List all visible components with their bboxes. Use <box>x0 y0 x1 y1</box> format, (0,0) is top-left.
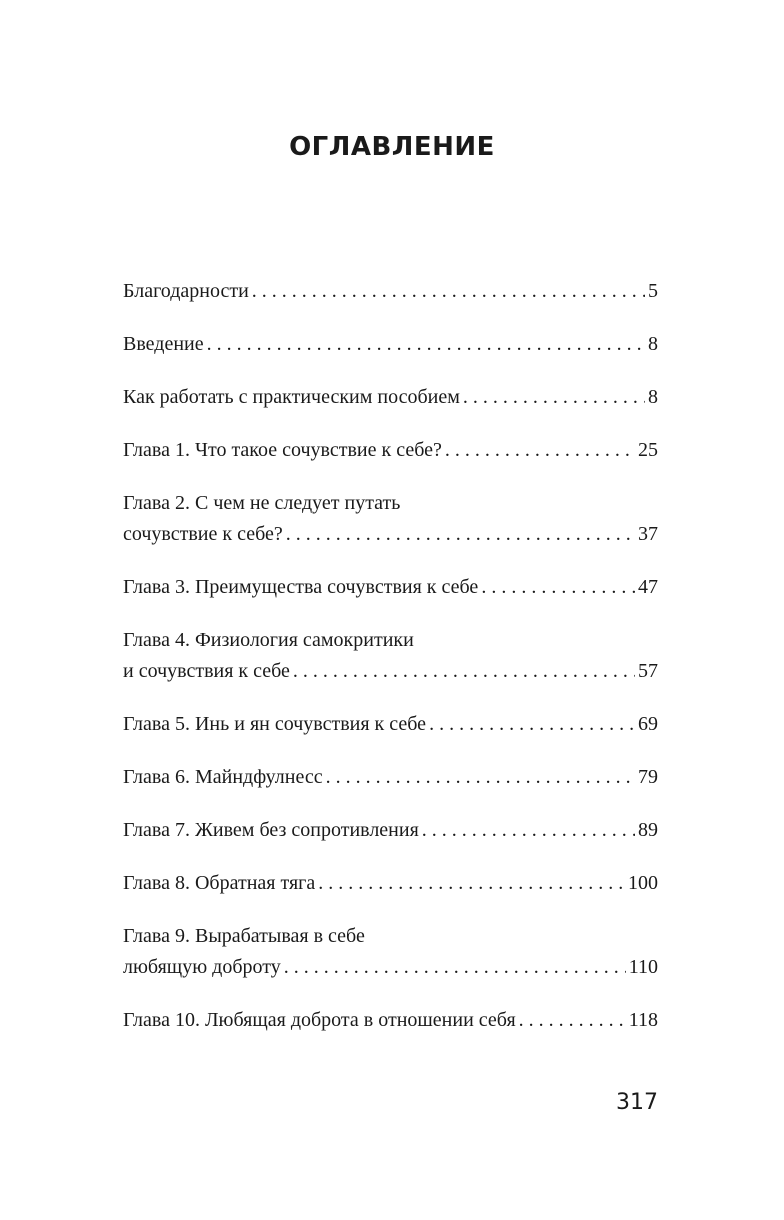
toc-heading: ОГЛАВЛЕНИЕ <box>289 132 495 162</box>
toc-entry-row <box>123 519 658 550</box>
toc-entry-title-line: Глава 5. Инь и ян сочувствия к себе <box>123 713 427 735</box>
toc-entry <box>123 435 658 466</box>
toc-entry-row <box>123 868 658 899</box>
toc-entry-row <box>123 709 658 740</box>
dot-leader <box>481 572 635 603</box>
toc-entry <box>123 488 658 550</box>
dot-leader <box>252 276 645 307</box>
table-of-contents <box>123 276 658 1058</box>
toc-entry-row <box>123 762 658 793</box>
dot-leader <box>429 709 635 740</box>
dot-leader <box>463 382 645 413</box>
toc-entry <box>123 329 658 360</box>
toc-entry-row <box>123 382 658 413</box>
page-number: 317 <box>616 1090 658 1115</box>
toc-entry-title-line: Благодарности <box>123 280 249 302</box>
toc-entry-page: 110 <box>628 956 658 978</box>
toc-entry-title-line: Как работать с практическим пособием <box>123 386 460 408</box>
toc-entry-row <box>123 329 658 360</box>
toc-entry-title-line: Введение <box>123 333 204 355</box>
toc-entry-title-line: Глава 4. Физиология самокритики <box>123 629 414 651</box>
toc-entry <box>123 382 658 413</box>
toc-entry-title-line: Глава 3. Преимущества сочувствия к себе <box>123 576 479 598</box>
toc-entry-title-line: Глава 8. Обратная тяга <box>123 872 316 894</box>
toc-entry-row <box>123 276 658 307</box>
dot-leader <box>284 952 626 983</box>
toc-entry-row <box>123 572 658 603</box>
dot-leader <box>445 435 635 466</box>
dot-leader <box>519 1005 626 1036</box>
toc-entry-page: 89 <box>638 819 658 841</box>
toc-entry-row <box>123 815 658 846</box>
toc-entry-page: 57 <box>638 660 658 682</box>
toc-entry-title-line: Глава 2. С чем не следует путать <box>123 492 401 514</box>
toc-entry-title-line: Глава 10. Любящая доброта в отношении себя <box>123 1009 516 1031</box>
toc-entry <box>123 815 658 846</box>
toc-entry-page: 25 <box>638 439 658 461</box>
dot-leader <box>286 519 635 550</box>
dot-leader <box>318 868 625 899</box>
dot-leader <box>293 656 635 687</box>
dot-leader <box>207 329 645 360</box>
toc-entry-page: 5 <box>648 280 658 302</box>
toc-entry <box>123 868 658 899</box>
toc-entry-title-line: Глава 7. Живем без сопротивления <box>123 819 419 841</box>
toc-entry-page: 100 <box>628 872 658 894</box>
toc-entry-title-line: любящую доброту <box>123 956 281 978</box>
toc-entry <box>123 625 658 687</box>
toc-entry-title-line: Глава 1. Что такое сочувствие к себе? <box>123 439 442 461</box>
toc-entry <box>123 709 658 740</box>
toc-entry <box>123 762 658 793</box>
toc-entry-row <box>123 435 658 466</box>
toc-entry-title-line: сочувствие к себе? <box>123 523 283 545</box>
toc-entry <box>123 1005 658 1036</box>
toc-entry-title-line: и сочувствия к себе <box>123 660 290 682</box>
toc-entry-row <box>123 1005 658 1036</box>
toc-entry <box>123 921 658 983</box>
toc-entry <box>123 572 658 603</box>
toc-entry-title-line: Глава 9. Вырабатывая в себе <box>123 925 365 947</box>
toc-entry-page: 79 <box>638 766 658 788</box>
toc-entry-page: 47 <box>638 576 658 598</box>
toc-entry-page: 8 <box>648 386 658 408</box>
toc-entry-page: 8 <box>648 333 658 355</box>
toc-entry-page: 37 <box>638 523 658 545</box>
toc-entry-page: 69 <box>638 713 658 735</box>
toc-entry-row <box>123 952 658 983</box>
dot-leader <box>326 762 635 793</box>
dot-leader <box>422 815 635 846</box>
toc-entry <box>123 276 658 307</box>
toc-entry-title-line: Глава 6. Майндфулнесс <box>123 766 323 788</box>
toc-entry-row <box>123 656 658 687</box>
toc-entry-page: 118 <box>628 1009 658 1031</box>
